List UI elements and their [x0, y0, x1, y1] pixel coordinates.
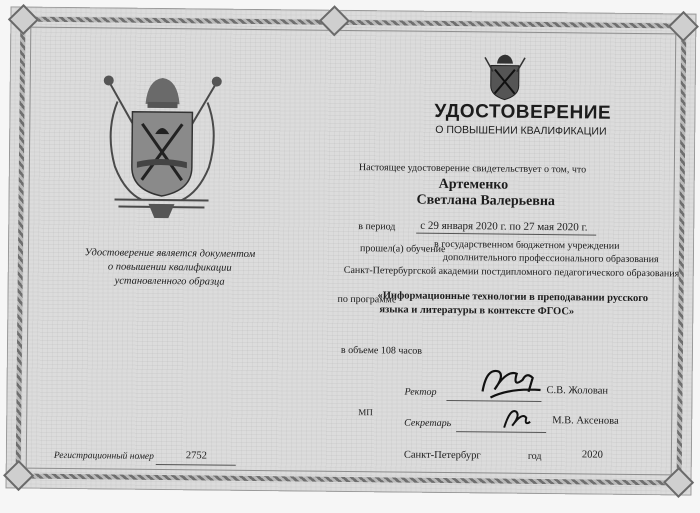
institution-line-1: в государственном бюджетном учреждении	[434, 238, 620, 252]
secretary-signature-icon	[500, 404, 534, 434]
certificate-subtitle: О ПОВЫШЕНИИ КВАЛИФИКАЦИИ	[435, 123, 607, 138]
period-label: в период	[358, 221, 396, 233]
institution-line-3: Санкт-Петербургской академии постдипломного педагогического образования	[343, 264, 680, 280]
secretary-title: Секретарь	[404, 417, 452, 430]
certificate-sheet	[5, 6, 696, 495]
certificate-title: УДОСТОВЕРЕНИЕ	[434, 100, 612, 124]
year-label: год	[527, 450, 542, 463]
rector-signature-icon	[476, 361, 546, 404]
rector-title: Ректор	[404, 386, 437, 398]
side-note-line-2: о повышении квалификации	[107, 261, 232, 274]
side-note-line-1: Удостоверение является документом	[84, 247, 256, 260]
secretary-name: М.В. Аксенова	[552, 415, 619, 427]
holder-name: Светлана Валерьевна	[416, 192, 556, 210]
program-title-line-1: «Информационные технологии в преподавании русского	[377, 290, 649, 305]
holder-surname: Артеменко	[438, 176, 509, 193]
period-value: с 29 января 2020 г. по 27 мая 2020 г.	[420, 219, 588, 234]
side-note-line-3: установленного образца	[114, 275, 225, 288]
registration-label: Регистрационный номер	[53, 450, 154, 462]
issue-city: Санкт-Петербург	[403, 449, 481, 462]
saint-petersburg-coat-of-arms-icon	[96, 71, 228, 222]
hours-volume: в объеме 108 часов	[340, 344, 423, 357]
registration-number: 2752	[185, 450, 207, 462]
institution-line-2: дополнительного профессионального образования	[442, 251, 659, 266]
training-label: прошел(а) обучение	[359, 243, 446, 255]
rector-name: С.В. Жолован	[546, 385, 609, 397]
saint-petersburg-coat-of-arms-small-icon	[483, 53, 528, 101]
seal-mark-label: МП	[358, 407, 373, 418]
intro-text: Настоящее удостоверение свидетельствует о том, что	[358, 162, 587, 176]
issue-year: 2020	[581, 449, 603, 461]
program-label: по программе	[337, 293, 397, 306]
program-title-line-2: языка и литературы в контексте ФГОС»	[379, 304, 575, 318]
